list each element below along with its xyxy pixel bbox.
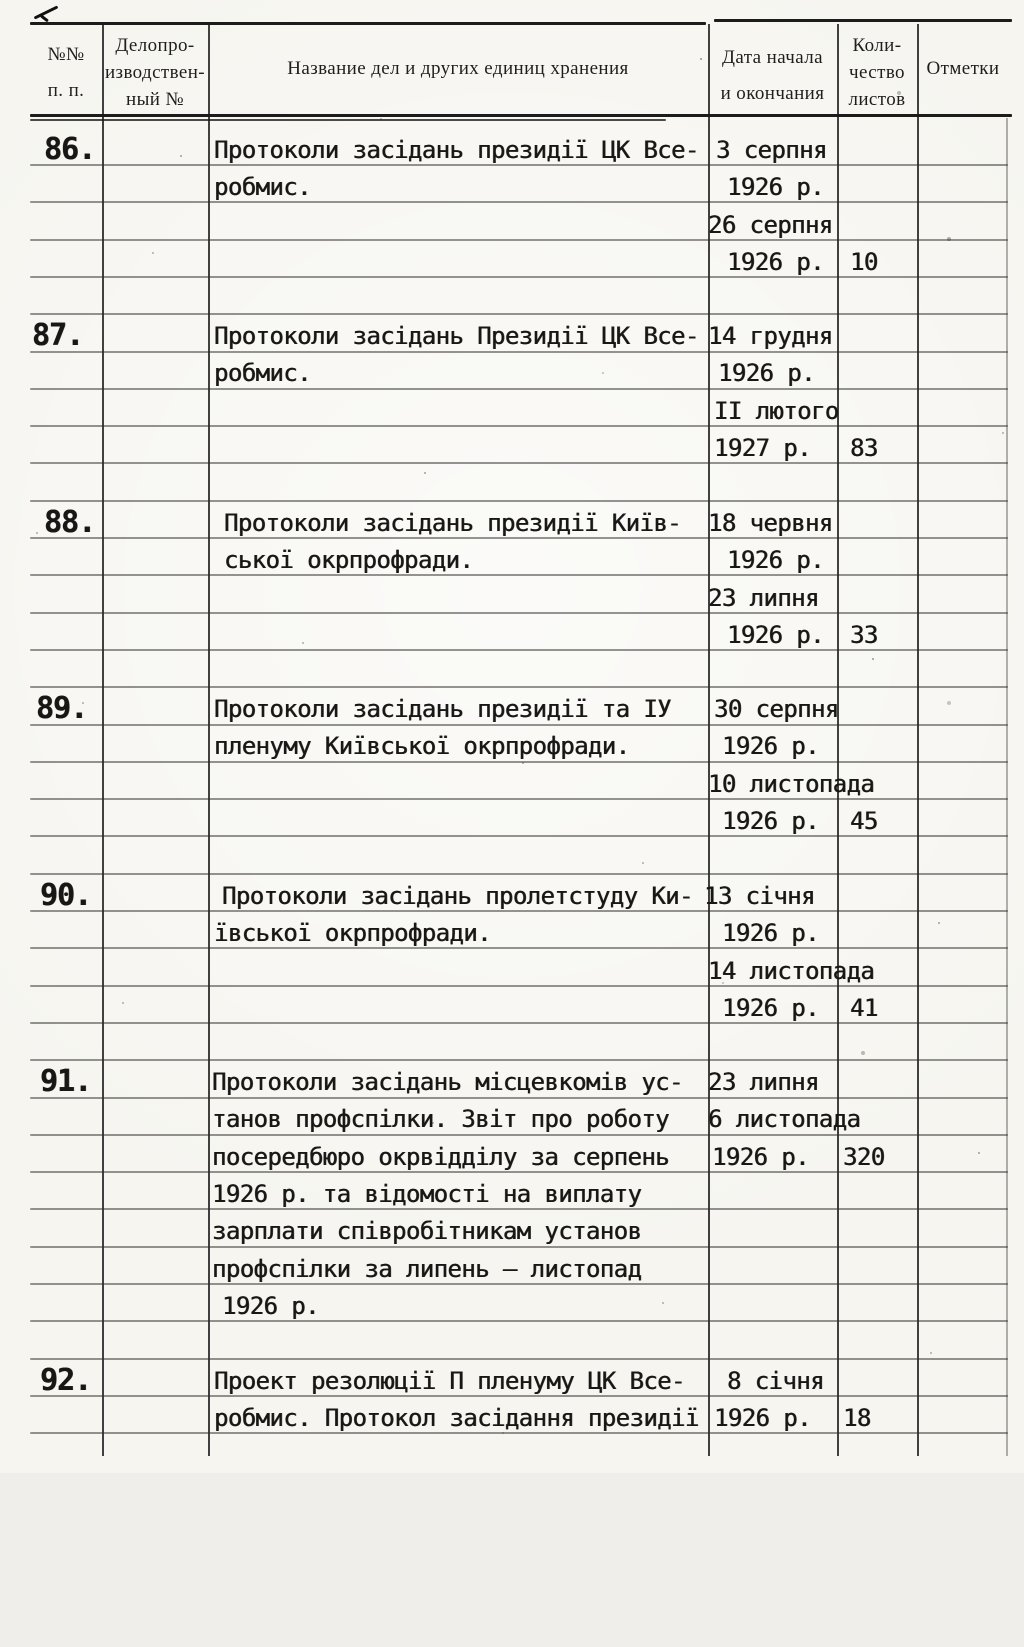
row-number: 91. xyxy=(40,1064,92,1099)
header-col-record-line1: Делопро- xyxy=(115,35,195,56)
ruled-line xyxy=(30,1358,1008,1360)
title-line: Проект резолюції П пленуму ЦК Все- xyxy=(214,1367,685,1395)
date-line: 23 липня xyxy=(708,584,819,612)
header-col-number-2 xyxy=(30,80,102,102)
header-col-title-text: Название дел и других единиц хранения xyxy=(287,58,629,79)
date-line: 3 серпня xyxy=(716,136,827,164)
table-top-border-left xyxy=(30,22,706,25)
sheet-count: 41 xyxy=(850,994,878,1022)
title-line: робмис. xyxy=(214,173,311,201)
date-line: 1926 р. xyxy=(727,546,824,574)
sheet-count: 320 xyxy=(843,1143,885,1171)
header-col-number-line1: №№ xyxy=(47,44,85,65)
row-number: 87. xyxy=(32,318,84,353)
date-line: 10 листопада xyxy=(708,770,875,798)
header-col-number-line2: п. п. xyxy=(47,80,85,101)
title-line: ської окрпрофради. xyxy=(224,546,474,574)
header-col-title xyxy=(208,58,708,80)
title-line: Протоколи засідань президії ЦК Все- xyxy=(214,136,699,164)
date-line: 14 листопада xyxy=(708,957,875,985)
date-line: 1926 р. xyxy=(722,994,819,1022)
title-line: 1926 р. xyxy=(222,1292,319,1320)
title-line: пленуму Київської окрпрофради. xyxy=(214,732,630,760)
title-line: посередбюро окрвідділу за серпень xyxy=(212,1143,670,1171)
title-line: 1926 р. та відомості на виплату xyxy=(212,1180,642,1208)
date-line: 1926 р. xyxy=(714,1404,811,1432)
title-line: Протоколи засідань Президії ЦК Все- xyxy=(214,322,699,350)
title-line: ївської окрпрофради. xyxy=(214,919,491,947)
date-line: ІІ лютого xyxy=(714,397,839,425)
header-col-record-line3: ный № xyxy=(126,89,184,110)
sheet-count: 45 xyxy=(850,807,878,835)
scan-noise-specks xyxy=(0,0,2,2)
header-col-record xyxy=(102,32,208,113)
title-line: Протоколи засідань президії та ІУ xyxy=(214,695,672,723)
date-line: 1926 р. xyxy=(727,621,824,649)
title-line: зарплати співробітникам установ xyxy=(212,1217,642,1245)
date-line: 1926 р. xyxy=(722,807,819,835)
date-line: 26 серпня xyxy=(708,211,833,239)
date-line: 1926 р. xyxy=(727,248,824,276)
header-col-notes-text: Отметки xyxy=(926,58,1000,79)
header-col-dates xyxy=(708,40,837,112)
table-top-border-right xyxy=(714,19,1012,22)
inventory-row-92 xyxy=(0,1363,1024,1647)
header-col-dates-line2: и окончания xyxy=(720,83,825,104)
row-number: 92. xyxy=(40,1363,92,1398)
date-line: 1926 р. xyxy=(722,919,819,947)
sheet-count: 18 xyxy=(843,1404,871,1432)
title-line: танов профспілки. Звіт про роботу xyxy=(212,1105,670,1133)
title-line: робмис. Протокол засідання президії xyxy=(214,1404,699,1432)
date-line: 14 грудня xyxy=(708,322,833,350)
title-line: Протоколи засідань пролетстуду Ки- xyxy=(222,882,693,910)
sheet-count: 10 xyxy=(850,248,878,276)
header-col-dates-line1: Дата начала xyxy=(722,47,823,68)
header-col-sheets-line3: листов xyxy=(848,89,906,110)
header-col-sheets xyxy=(837,32,917,113)
title-line: Протоколи засідань місцевкомів ус- xyxy=(212,1068,683,1096)
row-number: 86. xyxy=(44,132,96,167)
date-line: 8 січня xyxy=(727,1367,824,1395)
date-line: 1926 р. xyxy=(718,359,815,387)
date-line: 1926 р. xyxy=(722,732,819,760)
header-col-record-line2: изводствен- xyxy=(104,62,206,83)
date-line: 1926 р. xyxy=(727,173,824,201)
date-line: 1927 р. xyxy=(714,434,811,462)
date-line: 18 червня xyxy=(708,509,833,537)
header-col-number xyxy=(30,44,102,66)
header-bottom-border-echo xyxy=(30,119,666,121)
sheet-count: 83 xyxy=(850,434,878,462)
date-line: 6 листопада xyxy=(708,1105,861,1133)
header-bottom-border xyxy=(30,114,1012,117)
inventory-row-91 xyxy=(0,1064,1024,1348)
date-line: 23 липня xyxy=(708,1068,819,1096)
title-line: Протоколи засідань президії Київ- xyxy=(224,509,682,537)
row-number: 89. xyxy=(36,691,88,726)
row-number: 88. xyxy=(44,505,96,540)
row-number: 90. xyxy=(40,878,92,913)
header-col-sheets-line1: Коли- xyxy=(852,35,902,56)
header-col-sheets-line2: чество xyxy=(849,62,905,83)
header-col-notes xyxy=(917,58,1009,80)
title-line: робмис. xyxy=(214,359,311,387)
sheet-count: 33 xyxy=(850,621,878,649)
date-line: 13 січня xyxy=(704,882,815,910)
title-line: профспілки за липень – листопад xyxy=(212,1255,642,1283)
date-line: 1926 р. xyxy=(712,1143,809,1171)
date-line: 30 серпня xyxy=(714,695,839,723)
